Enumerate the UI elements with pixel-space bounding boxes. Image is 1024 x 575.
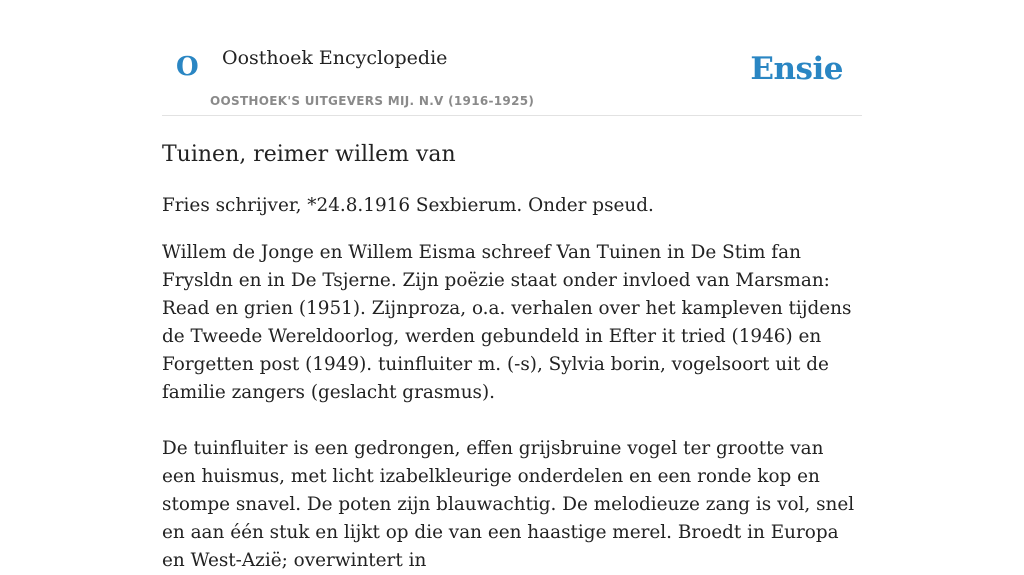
entry-paragraph-2: Willem de Jonge en Willem Eisma schreef Van Tuinen in De Stim fan Frysldn en in De Tsjerne. Zijn poëzie staat onder invloed van Marsman: Read en grien (1951). Zijnproza, o.a. verhalen over het kampleven tijdens de Tweede Wereldoorlog, werden gebundeld in Efter it tried (1946) en Forgetten post (1949). tuinfluiter m. (-s), Sylvia borin, vogelsoort uit de familie zangers (geslacht grasmus).: [162, 242, 852, 403]
ensie-brand-link[interactable]: Ensie: [750, 51, 843, 87]
publisher-label: OOSTHOEK'S UITGEVERS MIJ. N.V (1916-1925): [210, 94, 535, 108]
site-title[interactable]: Oosthoek Encyclopedie: [222, 47, 448, 69]
entry-paragraph-3: De tuinfluiter is een gedrongen, effen grijsbruine vogel ter grootte van een huismus, met licht izabelkleurige onderdelen en een ronde kop en stompe snavel. De poten zijn blauwachtig. De melodieuze zang is vol, snel en aan één stuk en lijkt op die van een haastige merel. Broedt in Europa en West-Azië; overwintert in: [162, 438, 855, 571]
entry-content: [162, 116, 862, 575]
page-title: Tuinen, reimer willem van: [162, 142, 456, 167]
logo-icon[interactable]: O: [176, 52, 199, 82]
site-header: [162, 0, 862, 116]
entry-paragraph-1: Fries schrijver, *24.8.1916 Sexbierum. Onder pseud.: [162, 195, 654, 216]
page: [162, 0, 862, 575]
